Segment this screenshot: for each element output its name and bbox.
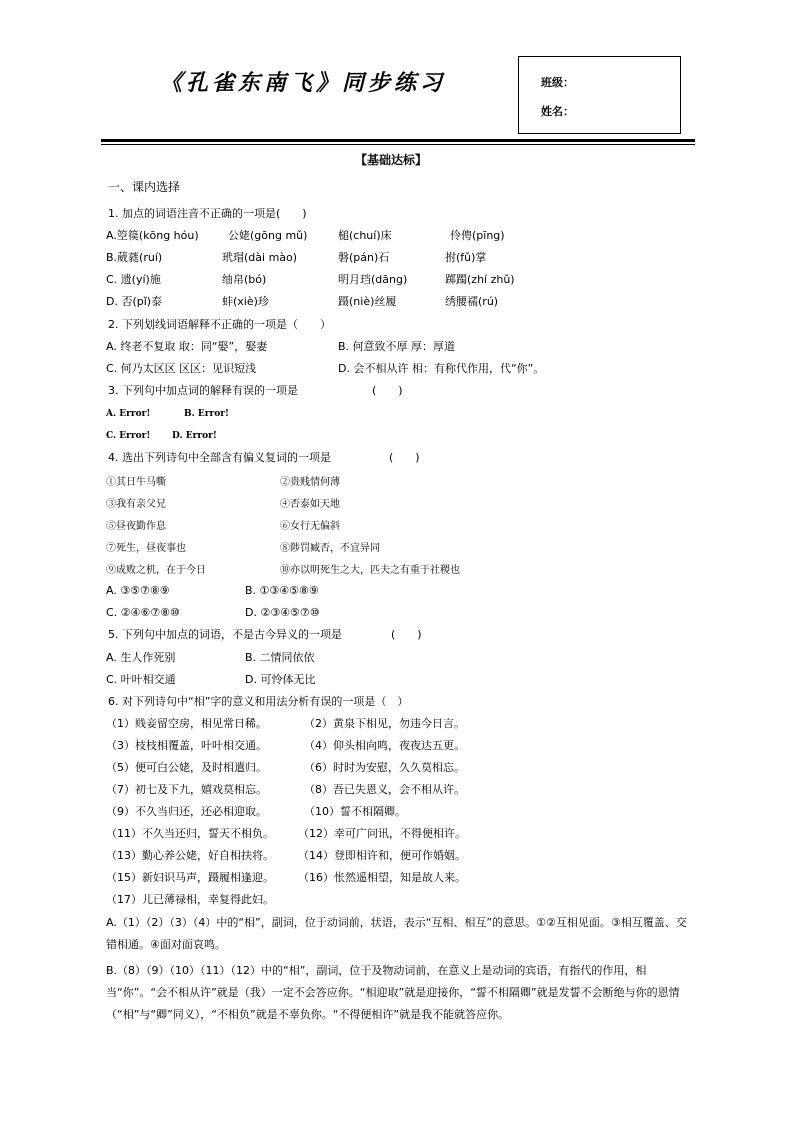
q6-item: （8）吾已失恩义，会不相从许。 (304, 783, 465, 796)
q6-item: （11）不久当还归，誓天不相负。 (106, 827, 274, 840)
q5-option-c: C. 叶叶相交通 (106, 673, 176, 686)
q4-item: ⑧陟罚臧否，不宜异同 (280, 543, 380, 554)
q1-r3-c2: 䌷帛(bó) (222, 273, 267, 286)
section-title: 【基础达标】 (355, 153, 428, 167)
q4-option-c: C. ②④⑥⑦⑧⑩ (106, 606, 180, 619)
q6-item: （15）新妇识马声，蹑履相逢迎。 (106, 871, 274, 884)
q3-stem: 3. 下列句中加点词的解释有误的一项是 (108, 384, 298, 397)
q3-option-a: A. Error! (106, 409, 151, 419)
page-title: 《孔雀东南飞》同步练习 (160, 70, 447, 96)
q3-answer-paren: ( ) (372, 384, 403, 397)
q4-option-a: A. ③⑤⑦⑧⑨ (106, 584, 170, 597)
q3-option-d: D. Error! (172, 431, 217, 441)
class-label: 班级： (541, 76, 574, 89)
q1-r1-c4: 伶俜(pīng) (450, 229, 505, 242)
q5-option-b: B. 二情同依依 (245, 651, 315, 664)
q6-item: （6）时时为安慰，久久莫相忘。 (304, 761, 465, 774)
q4-option-d: D. ②③④⑤⑦⑩ (245, 606, 320, 619)
q6-item: （13）勤心养公姥，好自相扶将。 (106, 849, 274, 862)
header-rule-thin (101, 144, 695, 145)
q1-r4-c4: 绣腰襦(rú) (445, 295, 499, 308)
q6-item: （1）贱妾留空房，相见常日稀。 (106, 717, 267, 730)
q6-item: （4）仰头相向鸣，夜夜达五更。 (304, 739, 465, 752)
q6-item: （2）黄泉下相见，勿违今日言。 (304, 717, 465, 730)
header-rule-thick (101, 139, 695, 142)
q1-r1-c1: A.箜篌(kōng hóu) (106, 229, 199, 242)
q2-option-a: A. 终老不复取 取：同“娶”，娶妻 (106, 340, 268, 353)
q1-r2-c4: 拊(fǔ)掌 (445, 251, 487, 264)
q3-option-b: B. Error! (184, 409, 229, 419)
q2-option-d: D. 会不相从许 相：有称代作用，代“你”。 (338, 362, 545, 375)
q6-item: （5）便可白公姥，及时相遣归。 (106, 761, 267, 774)
q1-r1-c3: 槌(chuí)床 (338, 229, 392, 242)
q6-item: （16）怅然遥相望，知是故人来。 (298, 871, 466, 884)
q1-r2-c3: 磐(pán)石 (338, 251, 390, 264)
q1-r4-c1: D. 否(pǐ)泰 (106, 295, 163, 308)
q2-stem: 2. 下列划线词语解释不正确的一项是（ ） (108, 318, 331, 331)
q4-stem: 4. 选出下列诗句中全部含有偏义复词的一项是 (108, 451, 331, 464)
q4-answer-paren: ( ) (389, 451, 420, 464)
q1-r4-c2: 蚌(xiè)珍 (222, 295, 269, 308)
q5-option-d: D. 可怜体无比 (245, 673, 316, 686)
q6-item: （17）儿已薄禄相，幸复得此妇。 (106, 893, 274, 906)
q4-item: ⑨成败之机，在于今日 (106, 565, 206, 576)
part-heading: 一、课内选择 (108, 180, 181, 194)
q1-r4-c3: 蹑(niè)丝履 (338, 295, 397, 308)
q4-item: ⑤昼夜勤作息 (106, 521, 166, 532)
student-info-box (518, 56, 681, 134)
q2-option-b: B. 何意致不厚 厚：厚道 (338, 340, 456, 353)
q5-option-a: A. 生人作死别 (106, 651, 176, 664)
q6-option-a: A.（1）（2）（3）（4）中的“相”，副词，位于动词前，状语，表示“互相、相互”的意思。①②互相见面。③相互覆盖、交错相通。④面对面哀鸣。 (106, 916, 687, 951)
q5-answer-paren: ( ) (391, 628, 422, 641)
q6-item: （10）誓不相隔卿。 (304, 805, 406, 818)
q1-stem: 1. 加点的词语注音不正确的一项是( ) (108, 207, 307, 220)
q1-r1-c2: 公姥(gōng mǔ) (228, 229, 308, 242)
q4-option-b: B. ①③④⑤⑧⑨ (245, 584, 319, 597)
q6-stem: 6. 对下列诗句中“相”字的意义和用法分析有误的一项是（ ） (108, 695, 409, 708)
q4-item: ⑦死生，昼夜事也 (106, 543, 186, 554)
q1-r3-c4: 踯躅(zhí zhǔ) (445, 273, 515, 286)
q4-item: ③我有亲父兄 (106, 499, 166, 510)
q6-item: （3）枝枝相覆盖，叶叶相交通。 (106, 739, 267, 752)
q1-r3-c3: 明月珰(dāng) (338, 273, 408, 286)
q6-item: （9）不久当归还，还必相迎取。 (106, 805, 267, 818)
q5-stem: 5. 下列句中加点的词语，不是古今异义的一项是 (108, 628, 342, 641)
q2-option-c: C. 何乃太区区 区区：见识短浅 (106, 362, 257, 375)
q1-r2-c2: 玳瑁(dài mào) (222, 251, 298, 264)
q6-item: （7）初七及下九，嬉戏莫相忘。 (106, 783, 267, 796)
q4-item: ⑥女行无偏斜 (280, 521, 340, 532)
q4-item: ④否泰如天地 (280, 499, 340, 510)
q6-item: （14）登即相许和，便可作婚姻。 (298, 849, 466, 862)
q3-option-c: C. Error! (106, 431, 151, 441)
q4-item: ⑩亦以明死生之大，匹夫之有重于社稷也 (280, 565, 460, 576)
q4-item: ①其日牛马嘶 (106, 477, 166, 488)
q1-r2-c1: B.葳蕤(ruí) (106, 251, 163, 264)
q6-option-b: B.（8）（9）（10）（11）（12）中的“相”，副词，位于及物动词前，在意义上是动词的宾语，有指代的作用，相当“你”。“会不相从许”就是（我）一定不会答应你。“相迎取”就是迎接你，“誓不相隔卿”就是发誓不会断绝与你的恩情（“相”与“卿”同义），“不相负”就是不辜负你。“不得便相许”就是我不能就答应你。 (106, 964, 680, 1021)
name-label: 姓名： (541, 105, 574, 118)
q4-item: ②贵贱情何薄 (280, 477, 340, 488)
q1-r3-c1: C. 遗(yí)施 (106, 273, 161, 286)
q6-item: （12）幸可广问讯，不得便相许。 (298, 827, 466, 840)
